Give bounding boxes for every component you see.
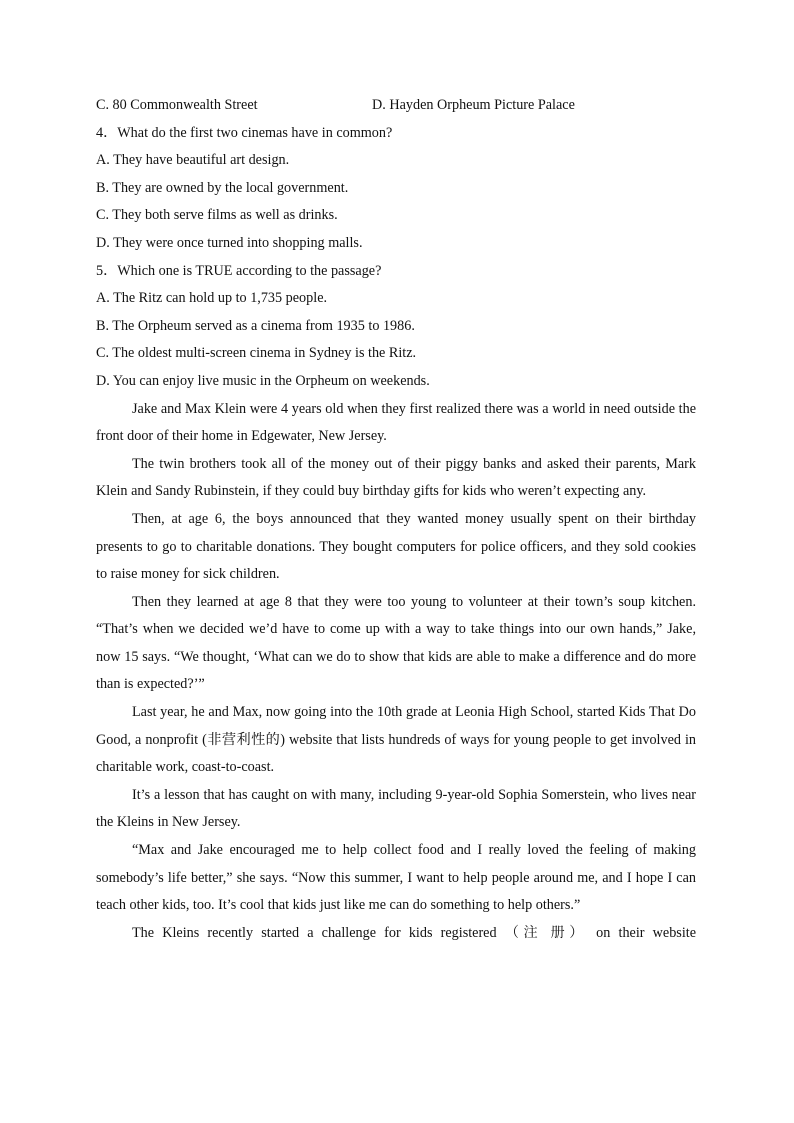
passage-paragraph-2: The twin brothers took all of the money out of their piggy banks and asked their parents, Mark Klein and Sandy Rubinstein, if they could buy birthday gifts for kids who weren’t expecting any. — [96, 455, 696, 500]
question-5-option-b: B. The Orpheum served as a cinema from 1935 to 1986. — [96, 317, 415, 334]
passage-paragraph-5: Last year, he and Max, now going into the 10th grade at Leonia High School, started Kids That Do Good, a nonprofit (非营利性的) website that lists hundreds of ways for young people to get involved in charitable work, coast-to-coast. — [96, 704, 696, 776]
question-5-option-a: A. The Ritz can hold up to 1,735 people. — [96, 290, 328, 307]
question-5: 5．Which one is TRUE according to the passage? — [96, 262, 382, 279]
question-4-option-c: C. They both serve films as well as drinks. — [96, 207, 338, 224]
previous-question-options — [96, 92, 696, 120]
option-c: C. 80 Commonwealth Street — [96, 97, 258, 113]
question-4-option-b: B. They are owned by the local government. — [96, 179, 349, 196]
question-4: 4．What do the first two cinemas have in common? — [96, 124, 393, 141]
document-page — [96, 92, 696, 947]
passage-paragraph-3: Then, at age 6, the boys announced that they wanted money usually spent on their birthday presents to go to charitable donations. They bought computers for police officers, and they sold cookies to raise money for sick children. — [96, 510, 696, 583]
question-4-option-a: A. They have beautiful art design. — [96, 152, 290, 169]
passage-paragraph-4: Then they learned at age 8 that they were too young to volunteer at their town’s soup kitchen. “That’s when we decided we’d have to come up with a way to take things into our own hands,” Jake, now 15 says. “We thought, ‘What can we do to show that kids are able to make a difference and do more than is expected?’” — [96, 593, 696, 693]
passage-paragraph-6: It’s a lesson that has caught on with many, including 9-year-old Sophia Somerstein, who lives near the Kleins in New Jersey. — [96, 786, 696, 831]
option-d: D. Hayden Orpheum Picture Palace — [372, 97, 575, 113]
passage-paragraph-7: “Max and Jake encouraged me to help collect food and I really loved the feeling of making somebody’s life better,” she says. “Now this summer, I want to help people around me, and I hope I can teach other kids, too. It’s cool that kids just like me can do something to help others.” — [96, 842, 696, 914]
question-4-option-d: D. They were once turned into shopping malls. — [96, 234, 363, 251]
question-5-option-c: C. The oldest multi-screen cinema in Sydney is the Ritz. — [96, 345, 417, 362]
passage-paragraph-8: The Kleins recently started a challenge for kids registered （注 册） on their website — [132, 924, 696, 941]
passage-paragraph-1: Jake and Max Klein were 4 years old when they first realized there was a world in need outside the front door of their home in Edgewater, New Jersey. — [96, 400, 696, 445]
question-5-option-d: D. You can enjoy live music in the Orpheum on weekends. — [96, 372, 430, 389]
